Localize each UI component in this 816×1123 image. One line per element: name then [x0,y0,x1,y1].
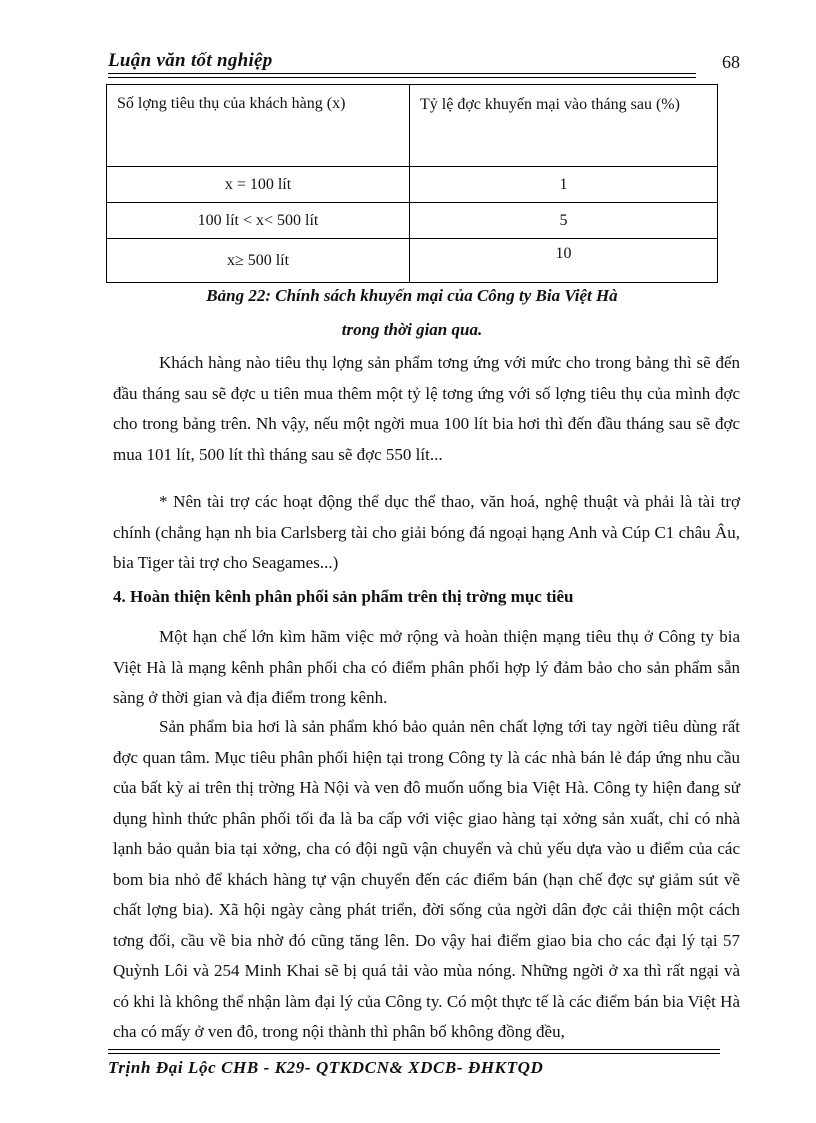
table-row [107,167,718,203]
cell-consumption: x = 100 lít [107,167,410,203]
table-row [107,239,718,283]
footer-text: Trịnh Đại Lộc CHB - K29- QTKDCN& XDCB- ĐHKTQD [108,1058,544,1077]
table-caption-line2: trong thời gian qua. [341,320,483,339]
header-title: Luận văn tốt nghiệp [108,50,273,71]
header-cell-promotion-rate: Tỷ lệ đợc khuyến mại vào tháng sau (%) [410,85,718,167]
table-caption-line1: Bảng 22: Chính sách khuyến mại của Công ty Bia Việt Hà [206,286,618,305]
section-heading: 4. Hoàn thiện kênh phân phối sản phẩm trên thị trờng mục tiêu [113,587,574,606]
page-number: 68 [722,52,740,72]
promotion-table [106,84,718,283]
paragraph-distribution-detail: Sản phẩm bia hơi là sản phẩm khó bảo quản nên chất lợng tới tay ngời tiêu dùng rất đợc quan tâm. Mục tiêu phân phối hiện tại trong Công ty là các nhà bán lẻ đáp ứng nhu cầu của bất kỳ ai trên thị trờng Hà Nội và ven đô muốn uống bia Việt Hà. Công ty hiện đang sử dụng hình thức phân phối tối đa là ba cấp với việc giao hàng tại xởng sản xuất, chỉ có nhà lạnh bảo quản bia tại xởng, cha có đội ngũ vận chuyển và chủ yếu dựa vào u điểm của các bom bia nhỏ để khách hàng tự vận chuyển đến các điểm bán (hạn chế đợc sự giảm sút về chất lợng bia). Xã hội ngày càng phát triển, đời sống của ngời dân đợc cải thiện một cách tơng đối, cầu về bia nhờ đó cũng tăng lên. Do vậy hai điểm giao bia cho các đại lý tại 57 Quỳnh Lôi và 254 Minh Khai sẽ bị quá tải vào mùa nóng. Những ngời ở xa thì rất ngại và có khi là không thể nhận làm đại lý của Công ty. Có một thực tế là các điểm bán bia Việt Hà cha có mấy ở ven đô, trong nội thành thì phân bố không đồng đều, [113,717,740,1041]
cell-consumption: x≥ 500 lít [107,239,410,283]
paragraph-sponsorship: * Nên tài trợ các hoạt động thể dục thể thao, văn hoá, nghệ thuật và phải là tài trợ chính (chẳng hạn nh bia Carlsberg tài cho giải bóng đá ngoại hạng Anh và Cúp C1 châu Âu, bia Tiger tài trợ cho Seagames...) [113,492,740,572]
header-cell-consumption: Số lợng tiêu thụ của khách hàng (x) [107,85,410,167]
cell-consumption: 100 lít < x< 500 lít [107,203,410,239]
table-header-row [107,85,718,167]
paragraph-distribution-limit: Một hạn chế lớn kìm hãm việc mở rộng và hoàn thiện mạng tiêu thụ ở Công ty bia Việt Hà là mạng kênh phân phối cha có điểm phân phối hợp lý đảm bảo cho sản phẩm sẵn sàng ở thời gian và địa điểm trong kênh. [113,627,740,707]
header-rule [108,73,696,74]
paragraph-promotion: Khách hàng nào tiêu thụ lợng sản phẩm tơng ứng với mức cho trong bảng thì sẽ đến đầu tháng sau sẽ đợc u tiên mua thêm một tỷ lệ tơng ứng với số lợng tiêu thụ của mình đợc cho trong bảng trên. Nh vậy, nếu một ngời mua 100 lít bia hơi thì đến đầu tháng sau sẽ đợc mua 101 lít, 500 lít thì tháng sau sẽ đợc 550 lít... [113,353,740,464]
cell-rate: 1 [410,167,718,203]
footer-rule [108,1049,720,1050]
table-row [107,203,718,239]
header-rule-double [108,77,696,78]
cell-rate: 5 [410,203,718,239]
footer-rule-double [108,1053,720,1054]
cell-rate: 10 [410,239,718,283]
